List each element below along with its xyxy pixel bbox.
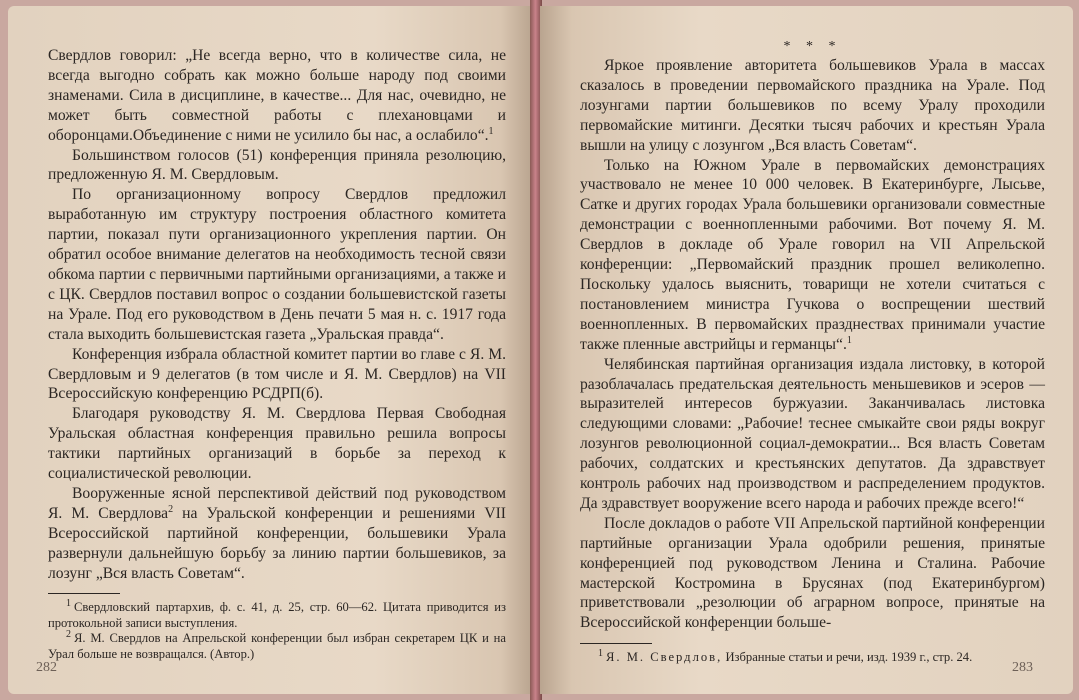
footnote (48, 600, 506, 631)
paragraph (48, 484, 506, 584)
paragraph: После докладов о работе VII Апрельской партийной конференции партийные организации Урала одобрили решения, принятые конференцией под руководством Ленина и Сталина. Рабочие мастерской Костромина в Брусянах (под Екатеринбургом) приветствовали „резолюции об аграрном вопросе, принятые на Всероссийской конференции больше- (580, 514, 1045, 632)
footnote-ref: 1 (488, 125, 494, 137)
page-number: 283 (1012, 660, 1033, 675)
footnote (48, 631, 506, 662)
footnote-number: 1 (66, 598, 71, 610)
paragraph: Яркое проявление авторитета большевиков Урала в массах сказалось в проведении первомайского праздника на Урале. Под лозунгами партии большевиков по всему Уралу проходили первомайские митинги. Десятки тысяч рабочих и крестьян Урала вышли на улицу с лозунгом „Вся власть Советам“. (580, 57, 1045, 154)
right-page-body (580, 56, 1045, 633)
paragraph: Благодаря руководству Я. М. Свердлова Первая Свободная Уральская областная конференция правильно решила вопросы тактики партийных организаций в борьбе за переход к социалистической революции. (48, 405, 506, 483)
left-page (8, 6, 532, 694)
footnote-author: Я. М. Свердлов, (606, 650, 723, 665)
left-page-body (48, 46, 506, 583)
footnote-number: 1 (598, 648, 603, 660)
paragraph-text: на Уральской конференции и решениями VII Всероссийской партийной конференции, большевики Урала развернули дальнейшую борьбу за линию партии большевиков, за лозунг „Вся власть Советам“. (48, 504, 507, 582)
page-number: 282 (36, 660, 57, 675)
footnote-number: 2 (66, 629, 71, 641)
footnote-divider (580, 643, 652, 644)
paragraph: Конференция избрала областной комитет партии во главе с Я. М. Свердловым и 9 делегатов (в том числе и Я. М. Свердлов) на VII Всероссийскую конференцию РСДРП(б). (48, 345, 506, 403)
footnote-divider (48, 593, 120, 594)
paragraph (580, 156, 1045, 355)
paragraph (48, 46, 506, 146)
paragraph-text: Вооруженные ясной перспективой действий под руководством Я. М. Свердлова (48, 484, 506, 522)
footnote-ref: 1 (846, 334, 852, 346)
paragraph: Большинством голосов (51) конференция приняла резолюцию, предложенную Я. М. Свердловым. (48, 146, 506, 184)
footnote-text: Я. М. Свердлов на Апрельской конференции был избран секретарем ЦК и на Урал больше не возвращался. (Автор.) (48, 631, 506, 661)
footnote-ref: 2 (168, 503, 174, 515)
paragraph: Челябинская партийная организация издала листовку, в которой разоблачалась предательская деятельность меньшевиков и эсеров — выразителей интересов буржуазии. Заканчивалась листовка следующими словами: „Рабочие! теснее смыкайте свои ряды вокруг лозунгов революционной социал-демократии... Вся власть Советам рабочих, солдатских и крестьянских депутатов. Да здравствует контроль рабочих над производством и распределением продуктов. Да здравствует вооружение всего народа и рабочих прежде всего!“ (580, 355, 1045, 512)
paragraph-text: Только на Южном Урале в первомайских демонстрациях участвовало не менее 10 000 человек. В Екатеринбурге, Лысьве, Сатке и других городах Урала большевики организовали совместные демонстрации с военнопленными рабочими. Вот почему Я. М. Свердлов в докладе об Урале говорил на VII Апрельской конференции: „Первомайский праздник прошел великолепно. Поскольку удалось выяснить, товарищи не хотели считаться с постановлением министра Гучкова о воспрещении шествий военнопленных. В первомайских празднествах принимали участие также пленные австрийцы и германцы“. (580, 156, 1045, 353)
paragraph: По организационному вопросу Свердлов предложил выработанную им структуру построения областного комитета партии, показал пути организационного укрепления партии. Он обратил особое внимание делегатов на необходимость тесной связи обкома партии с первичными партийными организациями, а также и с ЦК. Свердлов поставил вопрос о создании большевистской газеты на Урале. Под его руководством в День печати 5 мая н. с. 1917 года стала выходить большевистская газета „Уральская правда“. (48, 186, 506, 343)
footnote (580, 650, 1045, 666)
right-page (540, 6, 1073, 694)
footnote-text: Свердловский партархив, ф. с. 41, д. 25, стр. 60—62. Цитата приводится из протокольной записи выступления. (48, 600, 506, 630)
section-separator: * * * (783, 39, 842, 54)
footnotes (48, 600, 506, 662)
footnotes (580, 650, 1045, 666)
footnote-text: Избранные статьи и речи, изд. 1939 г., стр. 24. (725, 650, 973, 665)
paragraph-text: Свердлов говорил: „Не всегда верно, что в количестве сила, не всегда выгодно собрать как можно больше народу под своими знаменами. Сила в дисциплине, в качестве... Для нас, очевидно, не может быть совместной работы с плехановцами и оборонцами.Объединение с ними не усилило бы нас, а ослабило“. (48, 47, 506, 144)
